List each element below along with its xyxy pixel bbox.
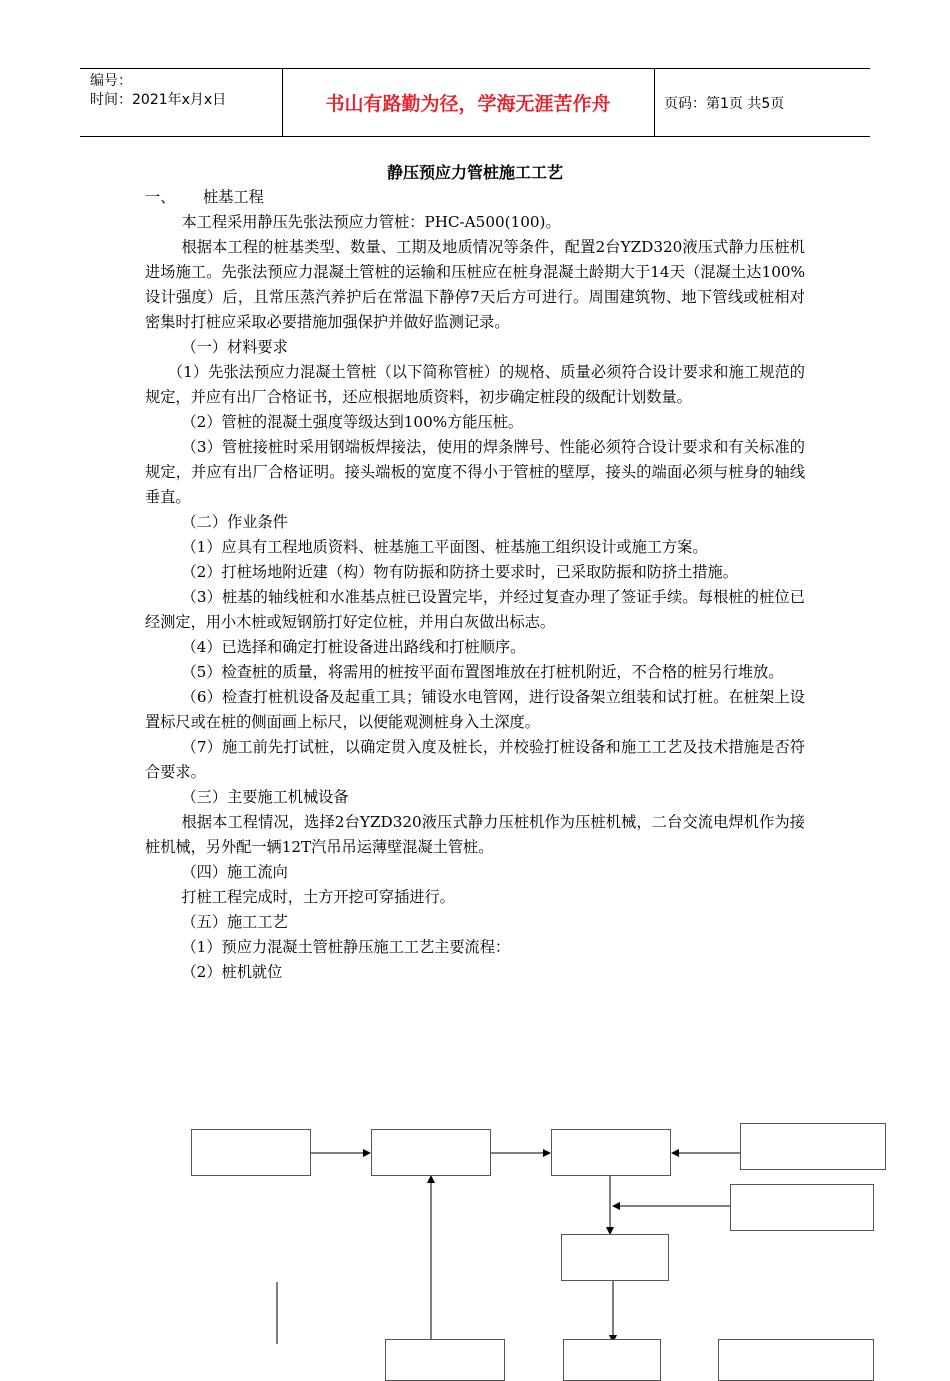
paragraph-flow-direction: 打桩工程完成时，土方开挖可穿插进行。	[181, 888, 455, 906]
condition-item-5: （5）检查桩的质量，将需用的桩按平面布置图堆放在打桩机附近，不合格的桩另行堆放。	[181, 663, 784, 681]
condition-item-6: （6）检查打桩机设备及起重工具；铺设水电管网，进行设备架立组装和试打桩。在桩架上设置标尺或在桩的侧面画上标尺，以便能观测桩身入土深度。	[145, 688, 805, 731]
condition-item-2: （2）打桩场地附近建（构）物有防振和防挤土要求时，已采取防振和防挤土措施。	[181, 563, 738, 581]
flow-box-1	[191, 1129, 311, 1176]
subheading-conditions: （二）作业条件	[181, 513, 288, 531]
material-item-1: （1）先张法预应力混凝土管桩（以下简称管桩）的规格、质量必须符合设计要求和施工规范的规定，并应有出厂合格证书，还应根据地质资料，初步确定桩段的级配计划数量。	[145, 363, 805, 406]
subheading-machinery: （三）主要施工机械设备	[181, 788, 349, 806]
process-flowchart	[0, 1110, 950, 1344]
paragraph-machinery: 根据本工程情况，选择2台YZD320液压式静力压桩机作为压桩机械，二台交流电焊机作为接桩机械，另外配一辆12T汽吊吊运薄壁混凝土管桩。	[145, 813, 805, 856]
flow-box-5	[730, 1184, 874, 1231]
section-label: 桩基工程	[203, 188, 264, 206]
header-right-cell	[655, 69, 870, 136]
document-title: 静压预应力管桩施工工艺	[386, 163, 563, 182]
flow-box-6	[561, 1234, 669, 1281]
page-info: 页码：第1页 共5页	[664, 95, 785, 112]
flow-box-8	[563, 1339, 661, 1381]
flow-box-3	[551, 1129, 671, 1176]
condition-item-1: （1）应具有工程地质资料、桩基施工平面图、桩基施工组织设计或施工方案。	[181, 538, 708, 556]
material-item-3: （3）管桩接桩时采用钢端板焊接法，使用的焊条牌号、性能必须符合设计要求和有关标准的规定，并应有出厂合格证明。接头端板的宽度不得小于管桩的壁厚，接头的端面必须与桩身的轴线垂直。	[145, 438, 805, 506]
document-number-label: 编号：	[90, 73, 132, 89]
header-motto: 书山有路勤为径，学海无涯苦作舟	[325, 93, 611, 115]
flow-box-2	[371, 1129, 491, 1176]
section-heading-1	[145, 185, 805, 210]
document-header	[80, 68, 870, 137]
condition-item-4: （4）已选择和确定打桩设备进出路线和打桩顺序。	[181, 638, 526, 656]
condition-item-7: （7）施工前先打试桩，以确定贯入度及桩长，并校验打桩设备和施工工艺及技术措施是否符合要求。	[145, 738, 805, 781]
header-center-cell	[282, 69, 655, 136]
flow-box-4	[740, 1123, 886, 1170]
subheading-process: （五）施工工艺	[181, 913, 288, 931]
subheading-flow-direction: （四）施工流向	[181, 863, 288, 881]
flow-box-7	[385, 1339, 505, 1381]
document-date: 时间：2021年x月x日	[90, 92, 227, 108]
flow-box-9	[718, 1339, 874, 1381]
header-left-cell	[80, 69, 283, 136]
condition-item-3: （3）桩基的轴线桩和水准基点桩已设置完毕，并经过复查办理了签证手续。每根桩的桩位已经测定，用小木桩或短钢筋打好定位桩，并用白灰做出标志。	[145, 588, 805, 631]
process-item-1: （1）预应力混凝土管桩静压施工工艺主要流程：	[181, 938, 511, 956]
paragraph-equipment-overview: 根据本工程的桩基类型、数量、工期及地质情况等条件，配置2台YZD320液压式静力压桩机进场施工。先张法预应力混凝土管桩的运输和压桩应在桩身混凝土龄期大于14天（混凝土达100%设计强度）后，且常压蒸汽养护后在常温下静停7天后方可进行。周围建筑物、地下管线或桩相对密集时打桩应采取必要措施加强保护并做好监测记录。	[145, 238, 805, 331]
document-body	[145, 185, 805, 985]
paragraph-pile-type: 本工程采用静压先张法预应力管桩：PHC-A500(100)。	[181, 213, 561, 231]
subheading-materials: （一）材料要求	[181, 338, 288, 356]
process-item-2: （2）桩机就位	[181, 963, 283, 981]
section-number: 一、	[145, 188, 176, 206]
material-item-2: （2）管桩的混凝土强度等级达到100%方能压桩。	[181, 413, 524, 431]
